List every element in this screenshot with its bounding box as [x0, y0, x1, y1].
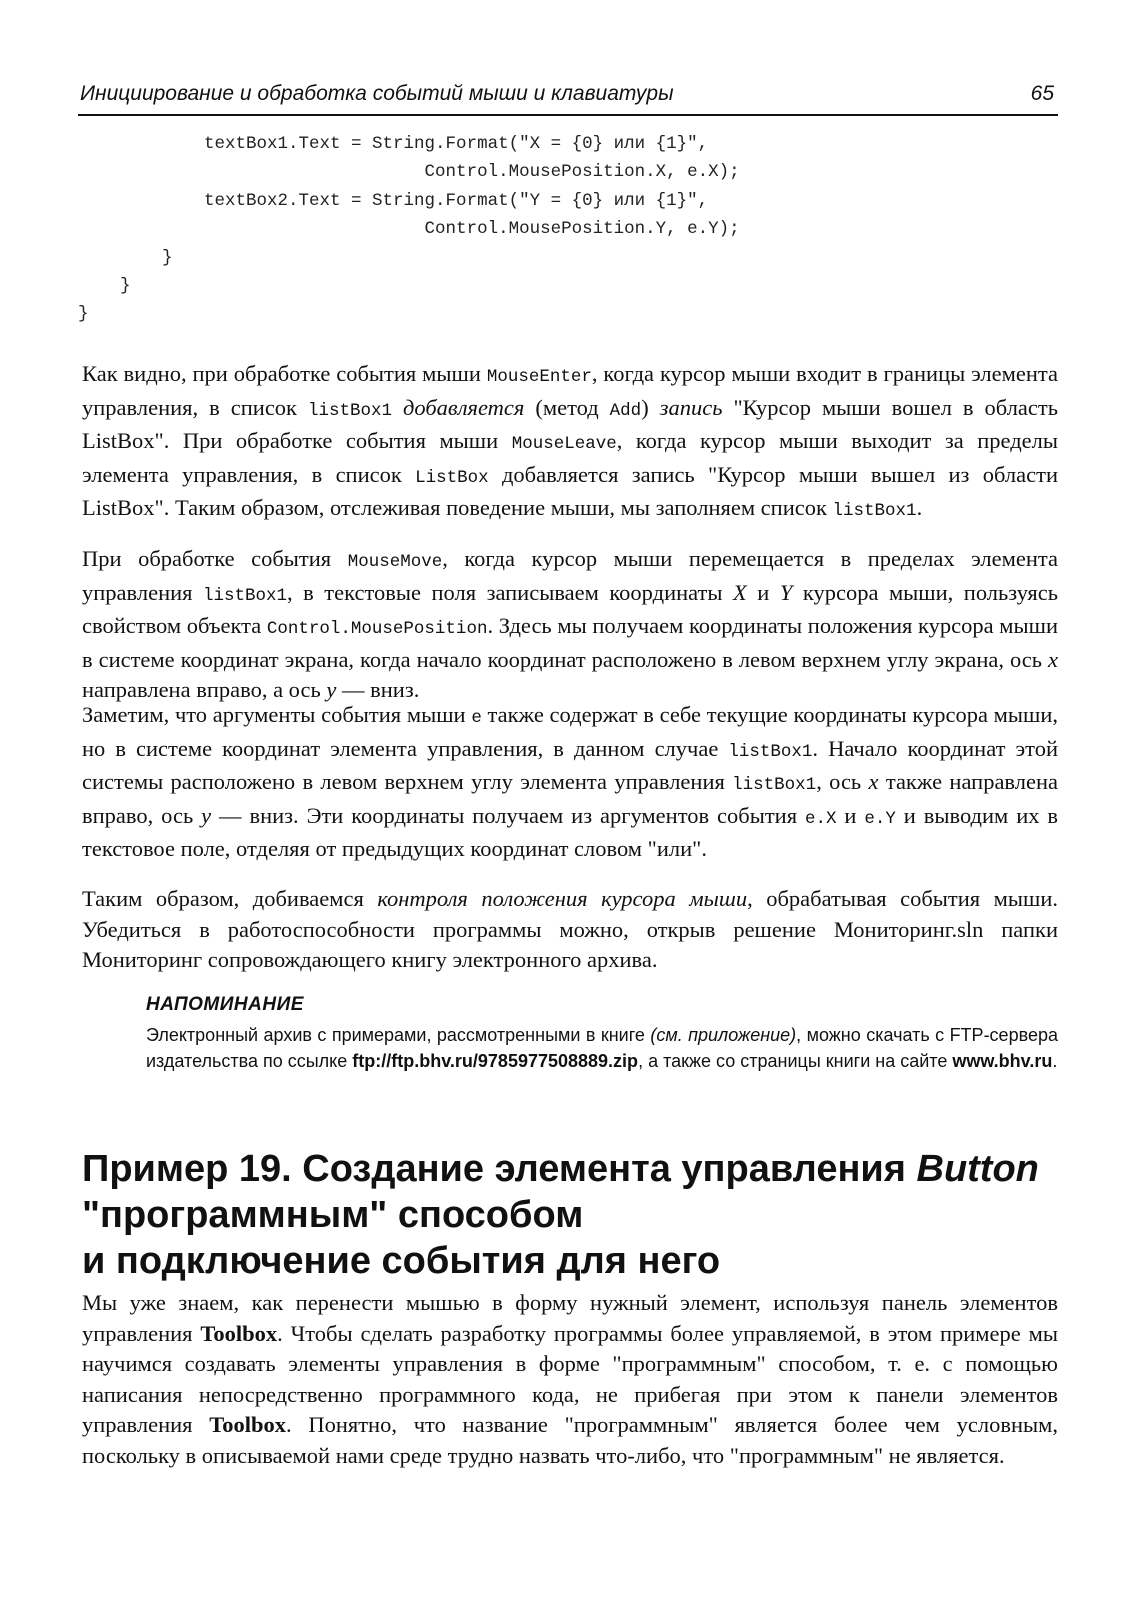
paragraph-mouse-move — [82, 544, 1058, 706]
code-inline: listBox1 — [732, 775, 817, 796]
emphasis: добавляется — [403, 394, 525, 420]
text: . Здесь мы получаем координаты положения курсора мыши в системе координат экрана, когда начало координат расположено в левом верхнем углу экрана, ось — [82, 613, 1058, 672]
code-line: textBox2.Text = String.Format("Y = {0} или {1}", — [78, 190, 709, 211]
code-line: } — [78, 275, 131, 296]
text — [392, 395, 403, 420]
emphasis: запись — [659, 394, 723, 420]
text: . Понятно, что название "программным" является более чем условным, поскольку в описываемой нами среде трудно назвать что-либо, что "программным" не является. — [82, 1412, 1058, 1468]
text: . Начало координат этой системы расположено в левом верхнем углу элемента управления — [82, 735, 1059, 795]
emphasis: Button — [916, 1148, 1039, 1190]
code-inline: MouseMove — [347, 552, 443, 572]
strong: Toolbox — [200, 1320, 278, 1346]
code-line: Control.MousePosition.Y, e.Y); — [78, 219, 740, 240]
text: , когда курсор мыши перемещается в пределах элемента управления — [82, 546, 1058, 605]
text: , а также со страницы книги на сайте — [638, 1051, 953, 1071]
code-inline: listBox1 — [203, 585, 288, 606]
text: "Курсор мыши вошел в область ListBox". При обработке события мыши — [82, 394, 1058, 454]
text: также направлена вправо, ось — [82, 769, 1058, 828]
heading-line: "программным" способом — [82, 1194, 584, 1236]
code-inline: e — [471, 708, 482, 728]
text: — вниз. Эти координаты получаем из аргументов события — [211, 802, 805, 828]
code-line: Control.MousePosition.X, e.X); — [78, 162, 740, 183]
text: и — [746, 579, 780, 605]
ftp-link: ftp://ftp.bhv.ru/9785977508889.zip — [352, 1051, 639, 1071]
code-inline: MouseEnter — [486, 367, 592, 387]
text: , обрабатывая события мыши. Убедиться в работоспособности программы можно, открыв решение Мониторинг.sln папки Мониторинг сопровождающего книгу электронного архива. — [82, 886, 1058, 973]
running-header-title: Инициирование и обработка событий мыши и клавиатуры — [80, 82, 674, 105]
text: . — [1052, 1051, 1058, 1071]
text: , ось — [816, 769, 869, 795]
code-inline: listBox1 — [728, 741, 813, 762]
paragraph-intro — [82, 1288, 1058, 1472]
paragraph-event-args — [82, 700, 1058, 865]
text: — вниз. — [336, 677, 420, 703]
text: Таким образом, добиваемся — [82, 886, 378, 911]
text: ) — [641, 394, 660, 420]
text: направлена вправо, а ось — [82, 677, 327, 703]
code-line: } — [78, 304, 89, 325]
paragraph-mouse-enter-leave — [82, 359, 1058, 527]
code-inline: e.Y — [864, 808, 896, 829]
emphasis: x — [1048, 646, 1058, 672]
text: Заметим, что аргументы события мыши — [82, 702, 472, 727]
text: Мы уже знаем, как перенести мышью в форму нужный элемент, используя панель элементов управления — [82, 1290, 1058, 1346]
text: , когда курсор мыши выходит за пределы элемента управления, в список — [82, 428, 1058, 487]
code-inline: listBox1 — [832, 501, 917, 522]
emphasis: контроля положения курсора мыши — [377, 886, 748, 911]
code-line: textBox1.Text = String.Format("X = {0} или {1}", — [78, 134, 709, 154]
text: курсора мыши, пользуясь свойством объекта — [82, 579, 1058, 639]
code-line: } — [78, 247, 173, 268]
code-inline: ListBox — [415, 467, 489, 488]
text: , можно скачать с FTP-сервера издательства по ссылке — [146, 1025, 1058, 1071]
code-inline: listBox1 — [308, 400, 393, 421]
code-listing — [78, 130, 740, 329]
heading-line: и подключение события для него — [82, 1240, 721, 1282]
text: (метод — [524, 394, 610, 420]
emphasis: (см. приложение) — [650, 1025, 797, 1045]
emphasis: x — [868, 769, 879, 795]
code-inline: MouseLeave — [511, 434, 617, 455]
website-link: www.bhv.ru — [952, 1051, 1053, 1071]
emphasis: y — [326, 677, 337, 703]
text: Как видно, при обработке события мыши — [82, 361, 487, 386]
heading-line — [82, 1146, 1062, 1192]
text: . — [916, 495, 923, 521]
text: . Чтобы сделать разработку программы более управляемой, в этом примере мы научимся создавать элементы управления в форме "программным" способом, т. е. с помощью написания непосредственно программного кода, не прибегая при этом к панели элементов управления — [82, 1320, 1058, 1438]
text: и — [836, 802, 865, 828]
text: , когда курсор мыши входит в границы элемента управления, в список — [82, 361, 1059, 420]
emphasis: y — [201, 802, 212, 828]
note-box — [146, 994, 1058, 1074]
note-text — [146, 1022, 1058, 1074]
paragraph-conclusion — [82, 884, 1058, 976]
emphasis: Y — [779, 579, 793, 605]
text: При обработке события — [82, 546, 348, 571]
note-title: НАПОМИНАНИЕ — [146, 994, 304, 1015]
running-header — [78, 78, 1058, 116]
strong: Toolbox — [209, 1412, 286, 1438]
text: Пример 19. Создание элемента управления — [82, 1148, 917, 1190]
code-inline: e.X — [804, 808, 837, 829]
text: также содержат в себе текущие координаты курсора мыши, но в системе координат элемента управления, в данном случае — [82, 702, 1059, 761]
section-heading — [82, 1146, 1062, 1284]
code-inline: Add — [609, 400, 642, 421]
page-number: 65 — [1030, 82, 1054, 105]
text: , в текстовые поля записываем координаты — [287, 579, 734, 605]
code-inline: Control.MousePosition — [266, 619, 488, 640]
text: Электронный архив с примерами, рассмотренными в книге — [146, 1025, 651, 1045]
text: и выводим их в текстовое поле, отделяя от предыдущих координат словом "или". — [82, 802, 1059, 862]
emphasis: X — [733, 579, 747, 605]
text: добавляется запись "Курсор мыши вышел из области ListBox". Таким образом, отслеживая поведение мыши, мы заполняем список — [82, 461, 1058, 521]
